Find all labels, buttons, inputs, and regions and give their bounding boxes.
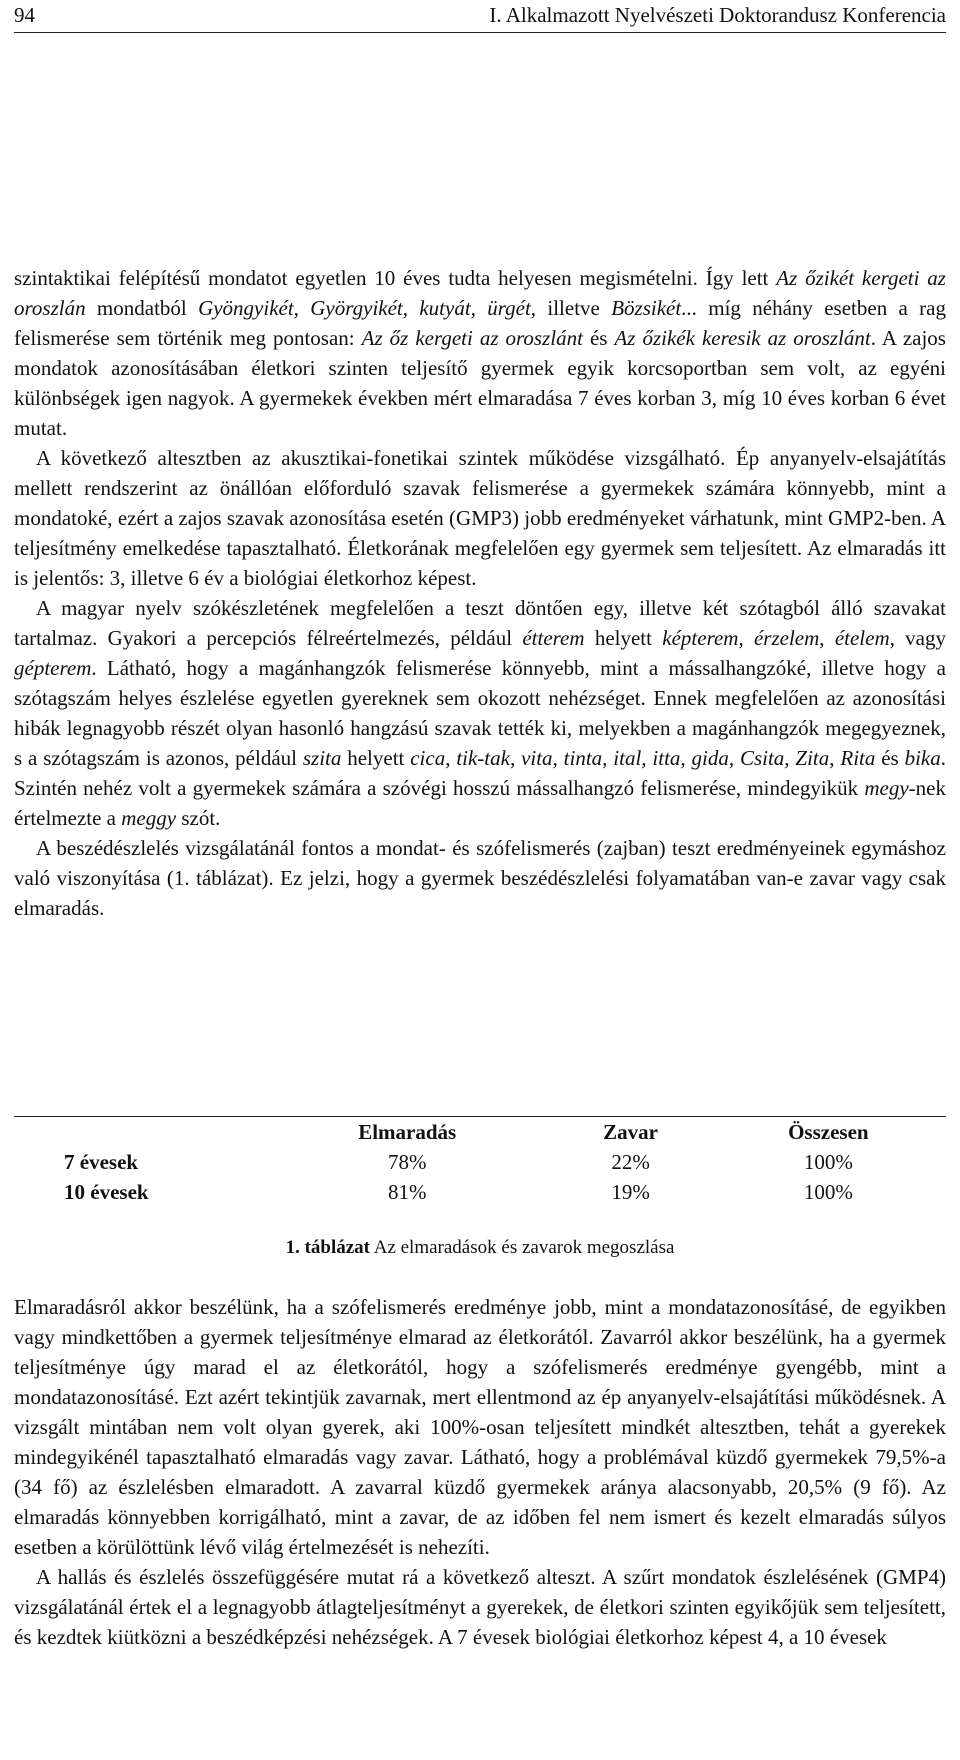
table-caption-text: Az elmaradások és zavarok megoszlása [370, 1237, 675, 1258]
table-caption [0, 1235, 960, 1261]
body-text-upper [14, 263, 946, 923]
body-text-lower [14, 1292, 946, 1652]
column-header-osszesen: Összesen [788, 1119, 869, 1144]
paragraph: A következő altesztben az akusztikai-fonetikai szintek működése vizsgálható. Ép anyanyelv-elsajátítás mellett rendszerint az önállóan előforduló szavak felismerése a gyermekek számára könnyebb, mint a mondatoké, ezért a zajos szavak azonosítása esetén (GMP3) jobb eredményeket várhatunk, mint GMP2-ben. A teljesítmény emelkedése tapasztalható. Életkorának megfelelően egy gyermek sem teljesített. Az elmaradás itt is jelentős: 3, illetve 6 év a biológiai életkorhoz képest. [14, 446, 946, 590]
row-label: 10 évesek [64, 1179, 149, 1204]
table-corner-cell [14, 1117, 264, 1147]
running-head: I. Alkalmazott Nyelvészeti Doktorandusz Konferencia [489, 3, 946, 27]
results-table-wrapper [14, 1116, 946, 1207]
table-cell: 19% [611, 1179, 650, 1204]
paragraph: A magyar nyelv szókészletének megfelelően a teszt döntően egy, illetve két szótagból álló szavakat tartalmaz. Gyakori a percepciós félreértelmezés, például étterem helyett képterem, érzelem, ételem, vagy gépterem. Látható, hogy a magánhangzók felismerése könnyebb, mint a mássalhangzóké, illetve hogy a szótagszám helyes észlelése egyetlen gyereknek sem okozott nehézséget. Ennek megfelelően az azonosítási hibák legnagyobb részét olyan hasonló hangzású szavak tették ki, melyekben a magánhangzók megegyeznek, s a szótagszám is azonos, például szita helyett cica, tik-tak, vita, tinta, ital, itta, gida, Csita, Zita, Rita és bika. Szintén nehéz volt a gyermekek számára a szóvégi hosszú mássalhangzó felismerése, mindegyikük megy-nek értelmezte a meggy szót. [14, 596, 947, 830]
paragraph: szintaktikai felépítésű mondatot egyetlen 10 éves tudta helyesen megismételni. Így lett Az őzikét kergeti az oroszlán mondatból Gyöngyikét, Györgyikét, kutyát, ürgét, illetve Bözsikét... míg néhány esetben a rag felismerése sem történik meg pontosan: Az őz kergeti az oroszlánt és Az őzikék keresik az oroszlánt. A zajos mondatok azonosításában életkori szinten teljesítő gyermek egyik korcsoportban sem volt, az egyéni különbségek igen nagyok. A gyermekek években mért elmaradása 7 éves korban 3, míg 10 éves korban 6 évet mutat. [14, 266, 946, 440]
table-caption-number: 1. táblázat [285, 1237, 371, 1258]
row-label: 7 évesek [64, 1149, 139, 1174]
column-header-zavar: Zavar [603, 1119, 658, 1144]
table-cell: 22% [611, 1149, 650, 1174]
page-number: 94 [14, 3, 35, 27]
results-table [14, 1117, 946, 1207]
header-rule [14, 32, 946, 33]
table-row [14, 1147, 946, 1177]
table-row [14, 1177, 946, 1207]
table-cell: 78% [387, 1149, 427, 1174]
table-cell: 81% [387, 1179, 427, 1204]
paragraph: A hallás és észlelés összefüggésére mutat rá a következő alteszt. A szűrt mondatok észlelésének (GMP4) vizsgálatánál értek el a legnagyobb átlagteljesítményt a gyerekek, de életkori szinten egyikőjük sem teljesített, és kezdtek kiütközni a beszédképzési nehézségek. A 7 évesek biológiai életkorhoz képest 4, a 10 évesek [14, 1565, 946, 1649]
paragraph: A beszédészlelés vizsgálatánál fontos a mondat- és szófelismerés (zajban) teszt eredményeinek egymáshoz való viszonyítása (1. táblázat). Ez jelzi, hogy a gyermek beszédészlelési folyamatában van-e zavar vagy csak elmaradás. [14, 836, 946, 920]
table-cell: 100% [803, 1149, 853, 1174]
page-header [14, 0, 946, 30]
paragraph: Elmaradásról akkor beszélünk, ha a szófelismerés eredménye jobb, mint a mondatazonosításé, de egyikben vagy mindkettőben a gyermek teljesítménye elmarad az életkorától. Zavarról akkor beszélünk, ha a gyermek teljesítménye úgy marad el az életkorától, hogy a szófelismerés eredménye gyengébb, mint a mondatazonosításé. Ezt azért tekintjük zavarnak, mert ellentmond az ép anyanyelv-elsajátítási működésnek. A vizsgált mintában nem volt olyan gyerek, aki 100%-osan teljesített mindkét altesztben, tehát a gyerekek mindegyikénél tapasztalható elmaradás vagy zavar. Látható, hogy a problémával küzdő gyermekek 79,5%-a (34 fő) az észlelésben elmaradott. A zavarral küzdő gyermekek aránya alacsonyabb, 20,5% (9 fő). Az elmaradás könnyebben korrigálható, mint a zavar, de az időben fel nem ismert és kezelt elmaradás súlyos esetben a körülöttünk lévő világ értelmezését is nehezíti. [14, 1295, 946, 1559]
column-header-elmaradas: Elmaradás [358, 1119, 457, 1144]
table-cell: 100% [803, 1179, 853, 1204]
table-header-row [14, 1117, 946, 1147]
